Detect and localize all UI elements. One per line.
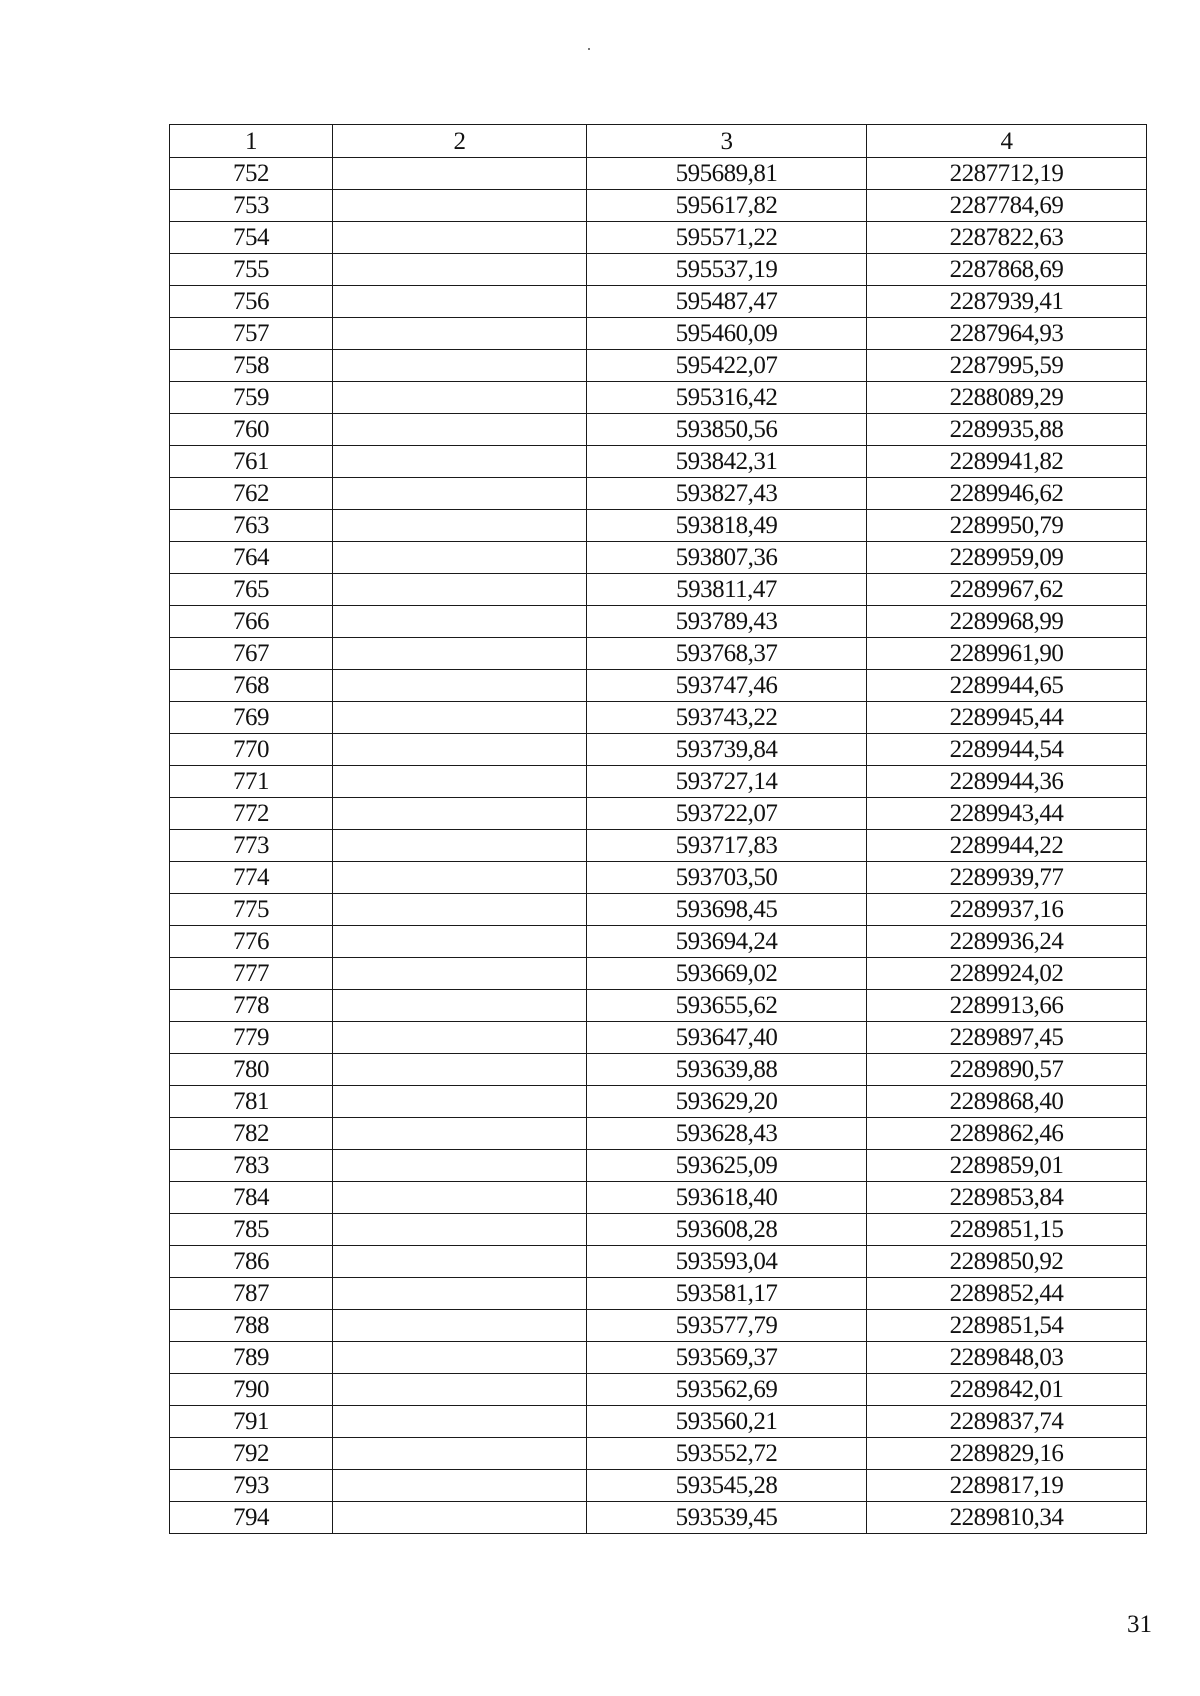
description-cell [333,958,587,990]
table-row [170,1118,1147,1150]
y-coordinate-cell: 2289859,01 [867,1150,1147,1182]
column-header-2: 2 [333,125,587,158]
description-cell [333,1406,587,1438]
x-coordinate-cell: 593581,17 [587,1278,867,1310]
x-coordinate-cell: 593703,50 [587,862,867,894]
x-coordinate-cell: 593669,02 [587,958,867,990]
table-header-row [170,125,1147,158]
x-coordinate-cell: 593811,47 [587,574,867,606]
table-row [170,990,1147,1022]
point-number-cell: 774 [170,862,333,894]
point-number-cell: 763 [170,510,333,542]
column-header-3: 3 [587,125,867,158]
x-coordinate-cell: 593768,37 [587,638,867,670]
point-number-cell: 785 [170,1214,333,1246]
x-coordinate-cell: 593539,45 [587,1502,867,1534]
description-cell [333,1438,587,1470]
x-coordinate-cell: 593747,46 [587,670,867,702]
table-row [170,1150,1147,1182]
x-coordinate-cell: 593629,20 [587,1086,867,1118]
point-number-cell: 754 [170,222,333,254]
description-cell [333,830,587,862]
x-coordinate-cell: 595422,07 [587,350,867,382]
y-coordinate-cell: 2287868,69 [867,254,1147,286]
x-coordinate-cell: 593552,72 [587,1438,867,1470]
point-number-cell: 793 [170,1470,333,1502]
table-row [170,702,1147,734]
description-cell [333,1470,587,1502]
table-row [170,1246,1147,1278]
x-coordinate-cell: 595571,22 [587,222,867,254]
y-coordinate-cell: 2287995,59 [867,350,1147,382]
point-number-cell: 787 [170,1278,333,1310]
y-coordinate-cell: 2289941,82 [867,446,1147,478]
point-number-cell: 789 [170,1342,333,1374]
table-row [170,1214,1147,1246]
table-row [170,510,1147,542]
y-coordinate-cell: 2289935,88 [867,414,1147,446]
description-cell [333,1118,587,1150]
x-coordinate-cell: 593743,22 [587,702,867,734]
y-coordinate-cell: 2289837,74 [867,1406,1147,1438]
table-row [170,830,1147,862]
point-number-cell: 783 [170,1150,333,1182]
y-coordinate-cell: 2289936,24 [867,926,1147,958]
description-cell [333,862,587,894]
y-coordinate-cell: 2287939,41 [867,286,1147,318]
column-header-1: 1 [170,125,333,158]
table-row [170,382,1147,414]
table-row [170,1374,1147,1406]
y-coordinate-cell: 2289890,57 [867,1054,1147,1086]
point-number-cell: 786 [170,1246,333,1278]
description-cell [333,1086,587,1118]
x-coordinate-cell: 593827,43 [587,478,867,510]
description-cell [333,894,587,926]
point-number-cell: 760 [170,414,333,446]
point-number-cell: 765 [170,574,333,606]
description-cell [333,1502,587,1534]
table-row [170,670,1147,702]
table-row [170,1310,1147,1342]
x-coordinate-cell: 593789,43 [587,606,867,638]
description-cell [333,606,587,638]
description-cell [333,1278,587,1310]
scan-artifact [588,48,590,50]
point-number-cell: 779 [170,1022,333,1054]
description-cell [333,1342,587,1374]
y-coordinate-cell: 2289924,02 [867,958,1147,990]
description-cell [333,414,587,446]
y-coordinate-cell: 2288089,29 [867,382,1147,414]
x-coordinate-cell: 595617,82 [587,190,867,222]
y-coordinate-cell: 2289946,62 [867,478,1147,510]
table-row [170,1342,1147,1374]
point-number-cell: 755 [170,254,333,286]
y-coordinate-cell: 2289810,34 [867,1502,1147,1534]
point-number-cell: 790 [170,1374,333,1406]
y-coordinate-cell: 2289937,16 [867,894,1147,926]
table-row [170,1182,1147,1214]
coordinates-table [169,124,1147,1534]
description-cell [333,446,587,478]
table-row [170,1438,1147,1470]
x-coordinate-cell: 593639,88 [587,1054,867,1086]
y-coordinate-cell: 2289944,54 [867,734,1147,766]
y-coordinate-cell: 2287964,93 [867,318,1147,350]
point-number-cell: 775 [170,894,333,926]
description-cell [333,1022,587,1054]
point-number-cell: 792 [170,1438,333,1470]
x-coordinate-cell: 595487,47 [587,286,867,318]
description-cell [333,798,587,830]
point-number-cell: 777 [170,958,333,990]
table-row [170,1470,1147,1502]
point-number-cell: 753 [170,190,333,222]
y-coordinate-cell: 2289968,99 [867,606,1147,638]
description-cell [333,1054,587,1086]
description-cell [333,542,587,574]
point-number-cell: 769 [170,702,333,734]
point-number-cell: 758 [170,350,333,382]
x-coordinate-cell: 593727,14 [587,766,867,798]
point-number-cell: 762 [170,478,333,510]
table-row [170,734,1147,766]
point-number-cell: 757 [170,318,333,350]
y-coordinate-cell: 2289943,44 [867,798,1147,830]
description-cell [333,286,587,318]
y-coordinate-cell: 2289817,19 [867,1470,1147,1502]
x-coordinate-cell: 593722,07 [587,798,867,830]
description-cell [333,574,587,606]
table-row [170,862,1147,894]
point-number-cell: 773 [170,830,333,862]
x-coordinate-cell: 593577,79 [587,1310,867,1342]
description-cell [333,222,587,254]
x-coordinate-cell: 593628,43 [587,1118,867,1150]
y-coordinate-cell: 2289850,92 [867,1246,1147,1278]
page-number: 31 [1127,1611,1152,1638]
point-number-cell: 759 [170,382,333,414]
table-row [170,606,1147,638]
point-number-cell: 771 [170,766,333,798]
y-coordinate-cell: 2287784,69 [867,190,1147,222]
y-coordinate-cell: 2289853,84 [867,1182,1147,1214]
description-cell [333,734,587,766]
point-number-cell: 772 [170,798,333,830]
x-coordinate-cell: 593807,36 [587,542,867,574]
point-number-cell: 761 [170,446,333,478]
x-coordinate-cell: 593569,37 [587,1342,867,1374]
x-coordinate-cell: 593608,28 [587,1214,867,1246]
description-cell [333,1150,587,1182]
point-number-cell: 782 [170,1118,333,1150]
description-cell [333,318,587,350]
x-coordinate-cell: 593739,84 [587,734,867,766]
point-number-cell: 788 [170,1310,333,1342]
y-coordinate-cell: 2289848,03 [867,1342,1147,1374]
y-coordinate-cell: 2289913,66 [867,990,1147,1022]
y-coordinate-cell: 2289842,01 [867,1374,1147,1406]
x-coordinate-cell: 593593,04 [587,1246,867,1278]
point-number-cell: 768 [170,670,333,702]
point-number-cell: 764 [170,542,333,574]
table-row [170,190,1147,222]
description-cell [333,1310,587,1342]
table-row [170,254,1147,286]
point-number-cell: 752 [170,158,333,190]
table-row [170,350,1147,382]
description-cell [333,1374,587,1406]
description-cell [333,1214,587,1246]
table-row [170,1054,1147,1086]
x-coordinate-cell: 595689,81 [587,158,867,190]
table-row [170,286,1147,318]
y-coordinate-cell: 2289868,40 [867,1086,1147,1118]
point-number-cell: 756 [170,286,333,318]
point-number-cell: 791 [170,1406,333,1438]
y-coordinate-cell: 2289944,65 [867,670,1147,702]
y-coordinate-cell: 2289862,46 [867,1118,1147,1150]
table-row [170,414,1147,446]
x-coordinate-cell: 593694,24 [587,926,867,958]
x-coordinate-cell: 593850,56 [587,414,867,446]
table-row [170,1406,1147,1438]
x-coordinate-cell: 593545,28 [587,1470,867,1502]
point-number-cell: 780 [170,1054,333,1086]
point-number-cell: 778 [170,990,333,1022]
x-coordinate-cell: 593655,62 [587,990,867,1022]
y-coordinate-cell: 2289944,22 [867,830,1147,862]
y-coordinate-cell: 2289851,15 [867,1214,1147,1246]
description-cell [333,478,587,510]
x-coordinate-cell: 593698,45 [587,894,867,926]
description-cell [333,190,587,222]
table-row [170,638,1147,670]
y-coordinate-cell: 2289939,77 [867,862,1147,894]
x-coordinate-cell: 593560,21 [587,1406,867,1438]
y-coordinate-cell: 2287822,63 [867,222,1147,254]
y-coordinate-cell: 2289967,62 [867,574,1147,606]
x-coordinate-cell: 593842,31 [587,446,867,478]
y-coordinate-cell: 2289829,16 [867,1438,1147,1470]
description-cell [333,350,587,382]
x-coordinate-cell: 595460,09 [587,318,867,350]
x-coordinate-cell: 593625,09 [587,1150,867,1182]
x-coordinate-cell: 593717,83 [587,830,867,862]
table-row [170,574,1147,606]
description-cell [333,382,587,414]
x-coordinate-cell: 593562,69 [587,1374,867,1406]
description-cell [333,510,587,542]
table-row [170,926,1147,958]
point-number-cell: 767 [170,638,333,670]
table-row [170,318,1147,350]
table-row [170,1086,1147,1118]
table-row [170,798,1147,830]
y-coordinate-cell: 2287712,19 [867,158,1147,190]
point-number-cell: 781 [170,1086,333,1118]
x-coordinate-cell: 593647,40 [587,1022,867,1054]
x-coordinate-cell: 593818,49 [587,510,867,542]
table-row [170,1278,1147,1310]
table-row [170,766,1147,798]
point-number-cell: 794 [170,1502,333,1534]
table-row [170,542,1147,574]
description-cell [333,158,587,190]
y-coordinate-cell: 2289950,79 [867,510,1147,542]
description-cell [333,638,587,670]
column-header-4: 4 [867,125,1147,158]
y-coordinate-cell: 2289944,36 [867,766,1147,798]
table-row [170,478,1147,510]
x-coordinate-cell: 595537,19 [587,254,867,286]
point-number-cell: 776 [170,926,333,958]
table-row [170,446,1147,478]
description-cell [333,990,587,1022]
y-coordinate-cell: 2289851,54 [867,1310,1147,1342]
description-cell [333,670,587,702]
table-row [170,1502,1147,1534]
description-cell [333,702,587,734]
point-number-cell: 766 [170,606,333,638]
y-coordinate-cell: 2289959,09 [867,542,1147,574]
table-row [170,894,1147,926]
table-body [170,158,1147,1534]
y-coordinate-cell: 2289897,45 [867,1022,1147,1054]
table-row [170,958,1147,990]
table-row [170,222,1147,254]
y-coordinate-cell: 2289945,44 [867,702,1147,734]
y-coordinate-cell: 2289961,90 [867,638,1147,670]
description-cell [333,1246,587,1278]
x-coordinate-cell: 593618,40 [587,1182,867,1214]
description-cell [333,254,587,286]
table-row [170,1022,1147,1054]
point-number-cell: 770 [170,734,333,766]
point-number-cell: 784 [170,1182,333,1214]
description-cell [333,1182,587,1214]
x-coordinate-cell: 595316,42 [587,382,867,414]
description-cell [333,766,587,798]
description-cell [333,926,587,958]
y-coordinate-cell: 2289852,44 [867,1278,1147,1310]
table-row [170,158,1147,190]
